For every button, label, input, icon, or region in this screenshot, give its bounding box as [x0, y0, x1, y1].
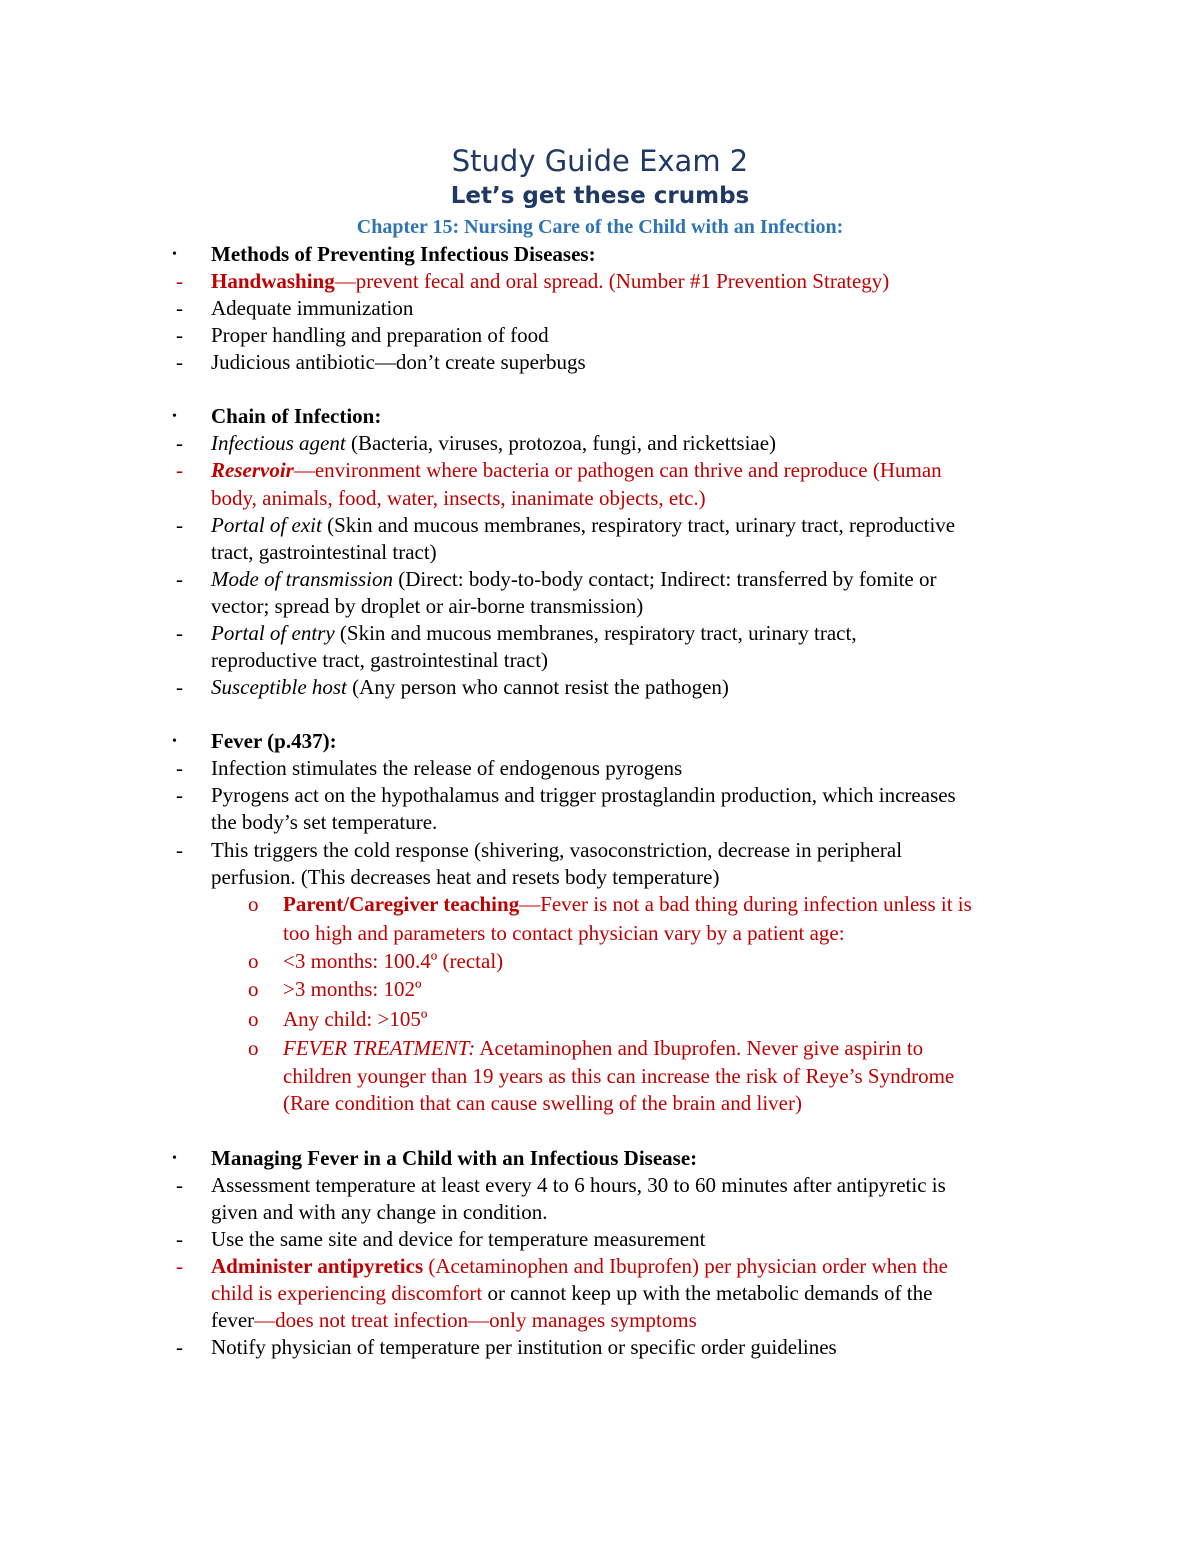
item-text: the body’s set temperature. [211, 810, 438, 834]
item-text: (Skin and mucous membranes, respiratory tract, urinary tract, [334, 621, 857, 645]
item-text: child is experiencing discomfort [211, 1281, 483, 1305]
dash-icon: - [176, 621, 183, 645]
page-subtitle: Let’s get these crumbs [450, 183, 750, 209]
chapter-heading: Chapter 15: Nursing Care of the Child with an Infection: [356, 216, 844, 238]
item-text: Notify physician of temperature per institution or specific order guidelines [211, 1335, 837, 1359]
item-term: Susceptible host [211, 675, 347, 699]
circle-bullet-icon: o [248, 949, 259, 973]
dash-icon: - [176, 838, 183, 862]
circle-bullet-icon: o [248, 977, 259, 1001]
bullet-icon: • [172, 409, 177, 424]
item-text: (Skin and mucous membranes, respiratory tract, urinary tract, reproductive [321, 513, 956, 537]
item-term: Infectious agent [211, 431, 346, 455]
item-text: Any child: >105º [283, 1007, 428, 1031]
item-text: vector; spread by droplet or air-borne transmission) [211, 594, 644, 618]
item-text: —prevent fecal and oral spread. (Number #1 Prevention Strategy) [334, 269, 890, 293]
bullet-icon: • [172, 1151, 177, 1166]
item-text: (Rare condition that can cause swelling of the brain and liver) [283, 1091, 802, 1115]
item-text: Use the same site and device for temperature measurement [211, 1227, 706, 1251]
item-text: (Any person who cannot resist the pathogen) [346, 675, 729, 699]
bullet-icon: • [172, 247, 177, 262]
item-text: body, animals, food, water, insects, inanimate objects, etc.) [211, 486, 706, 510]
circle-bullet-icon: o [248, 1007, 259, 1031]
section-heading: Chain of Infection: [211, 404, 382, 428]
dash-icon: - [176, 269, 183, 293]
section-heading: Methods of Preventing Infectious Diseases: [211, 242, 596, 266]
item-text: Acetaminophen and Ibuprofen. Never give aspirin to [475, 1036, 924, 1060]
dash-icon: - [176, 1173, 183, 1197]
item-text: (Direct: body-to-body contact; Indirect: transferred by fomite or [393, 567, 937, 591]
bullet-icon: • [172, 734, 177, 749]
dash-icon: - [176, 323, 183, 347]
item-term: Mode of transmission [211, 567, 394, 591]
item-term: Handwashing [211, 269, 335, 293]
dash-icon: - [176, 296, 183, 320]
dash-icon: - [176, 431, 183, 455]
item-term: Reservoir [211, 458, 294, 482]
item-text: Judicious antibiotic—don’t create superbugs [211, 350, 586, 374]
item-term: FEVER TREATMENT: [283, 1036, 476, 1060]
dash-icon: - [176, 1335, 183, 1359]
item-text: perfusion. (This decreases heat and resets body temperature) [211, 865, 720, 889]
dash-icon: - [176, 1254, 183, 1278]
section-heading: Fever (p.437): [211, 729, 337, 753]
circle-bullet-icon: o [248, 892, 259, 916]
item-text: reproductive tract, gastrointestinal tract) [211, 648, 549, 672]
item-text: given and with any change in condition. [211, 1200, 548, 1224]
dash-icon: - [176, 350, 183, 374]
item-text: —Fever is not a bad thing during infection unless it is [519, 892, 972, 916]
item-text: Proper handling and preparation of food [211, 323, 549, 347]
section-heading: Managing Fever in a Child with an Infectious Disease: [211, 1146, 698, 1170]
item-text: Infection stimulates the release of endogenous pyrogens [211, 756, 683, 780]
item-text: —environment where bacteria or pathogen can thrive and reproduce (Human [293, 458, 942, 482]
dash-icon: - [176, 783, 183, 807]
item-text: —does not treat infection—only manages symptoms [254, 1308, 697, 1332]
item-text: fever [211, 1308, 255, 1332]
item-text: tract, gastrointestinal tract) [211, 540, 437, 564]
item-term: Parent/Caregiver teaching [283, 892, 520, 916]
dash-icon: - [176, 458, 183, 482]
item-text: Assessment temperature at least every 4 to 6 hours, 30 to 60 minutes after antipyretic is [211, 1173, 946, 1197]
circle-bullet-icon: o [248, 1036, 259, 1060]
page-title: Study Guide Exam 2 [451, 144, 749, 178]
dash-icon: - [176, 1227, 183, 1251]
dash-icon: - [176, 567, 183, 591]
item-term: Portal of exit [211, 513, 322, 537]
item-text: Pyrogens act on the hypothalamus and trigger prostaglandin production, which increases [211, 783, 956, 807]
item-text: (Bacteria, viruses, protozoa, fungi, and rickettsiae) [345, 431, 777, 455]
item-text: <3 months: 100.4º (rectal) [283, 949, 504, 973]
item-text: (Acetaminophen and Ibuprofen) per physician order when the [423, 1254, 948, 1278]
item-text: >3 months: 102º [283, 977, 422, 1001]
item-text: too high and parameters to contact physician vary by a patient age: [283, 921, 845, 945]
item-text: Adequate immunization [211, 296, 414, 320]
item-text: This triggers the cold response (shivering, vasoconstriction, decrease in peripheral [211, 838, 903, 862]
item-term: Administer antipyretics [211, 1254, 424, 1278]
item-term: Portal of entry [211, 621, 335, 645]
dash-icon: - [176, 513, 183, 537]
item-text: children younger than 19 years as this can increase the risk of Reye’s Syndrome [283, 1064, 955, 1088]
dash-icon: - [176, 756, 183, 780]
item-text: or cannot keep up with the metabolic demands of the [482, 1281, 933, 1305]
dash-icon: - [176, 675, 183, 699]
